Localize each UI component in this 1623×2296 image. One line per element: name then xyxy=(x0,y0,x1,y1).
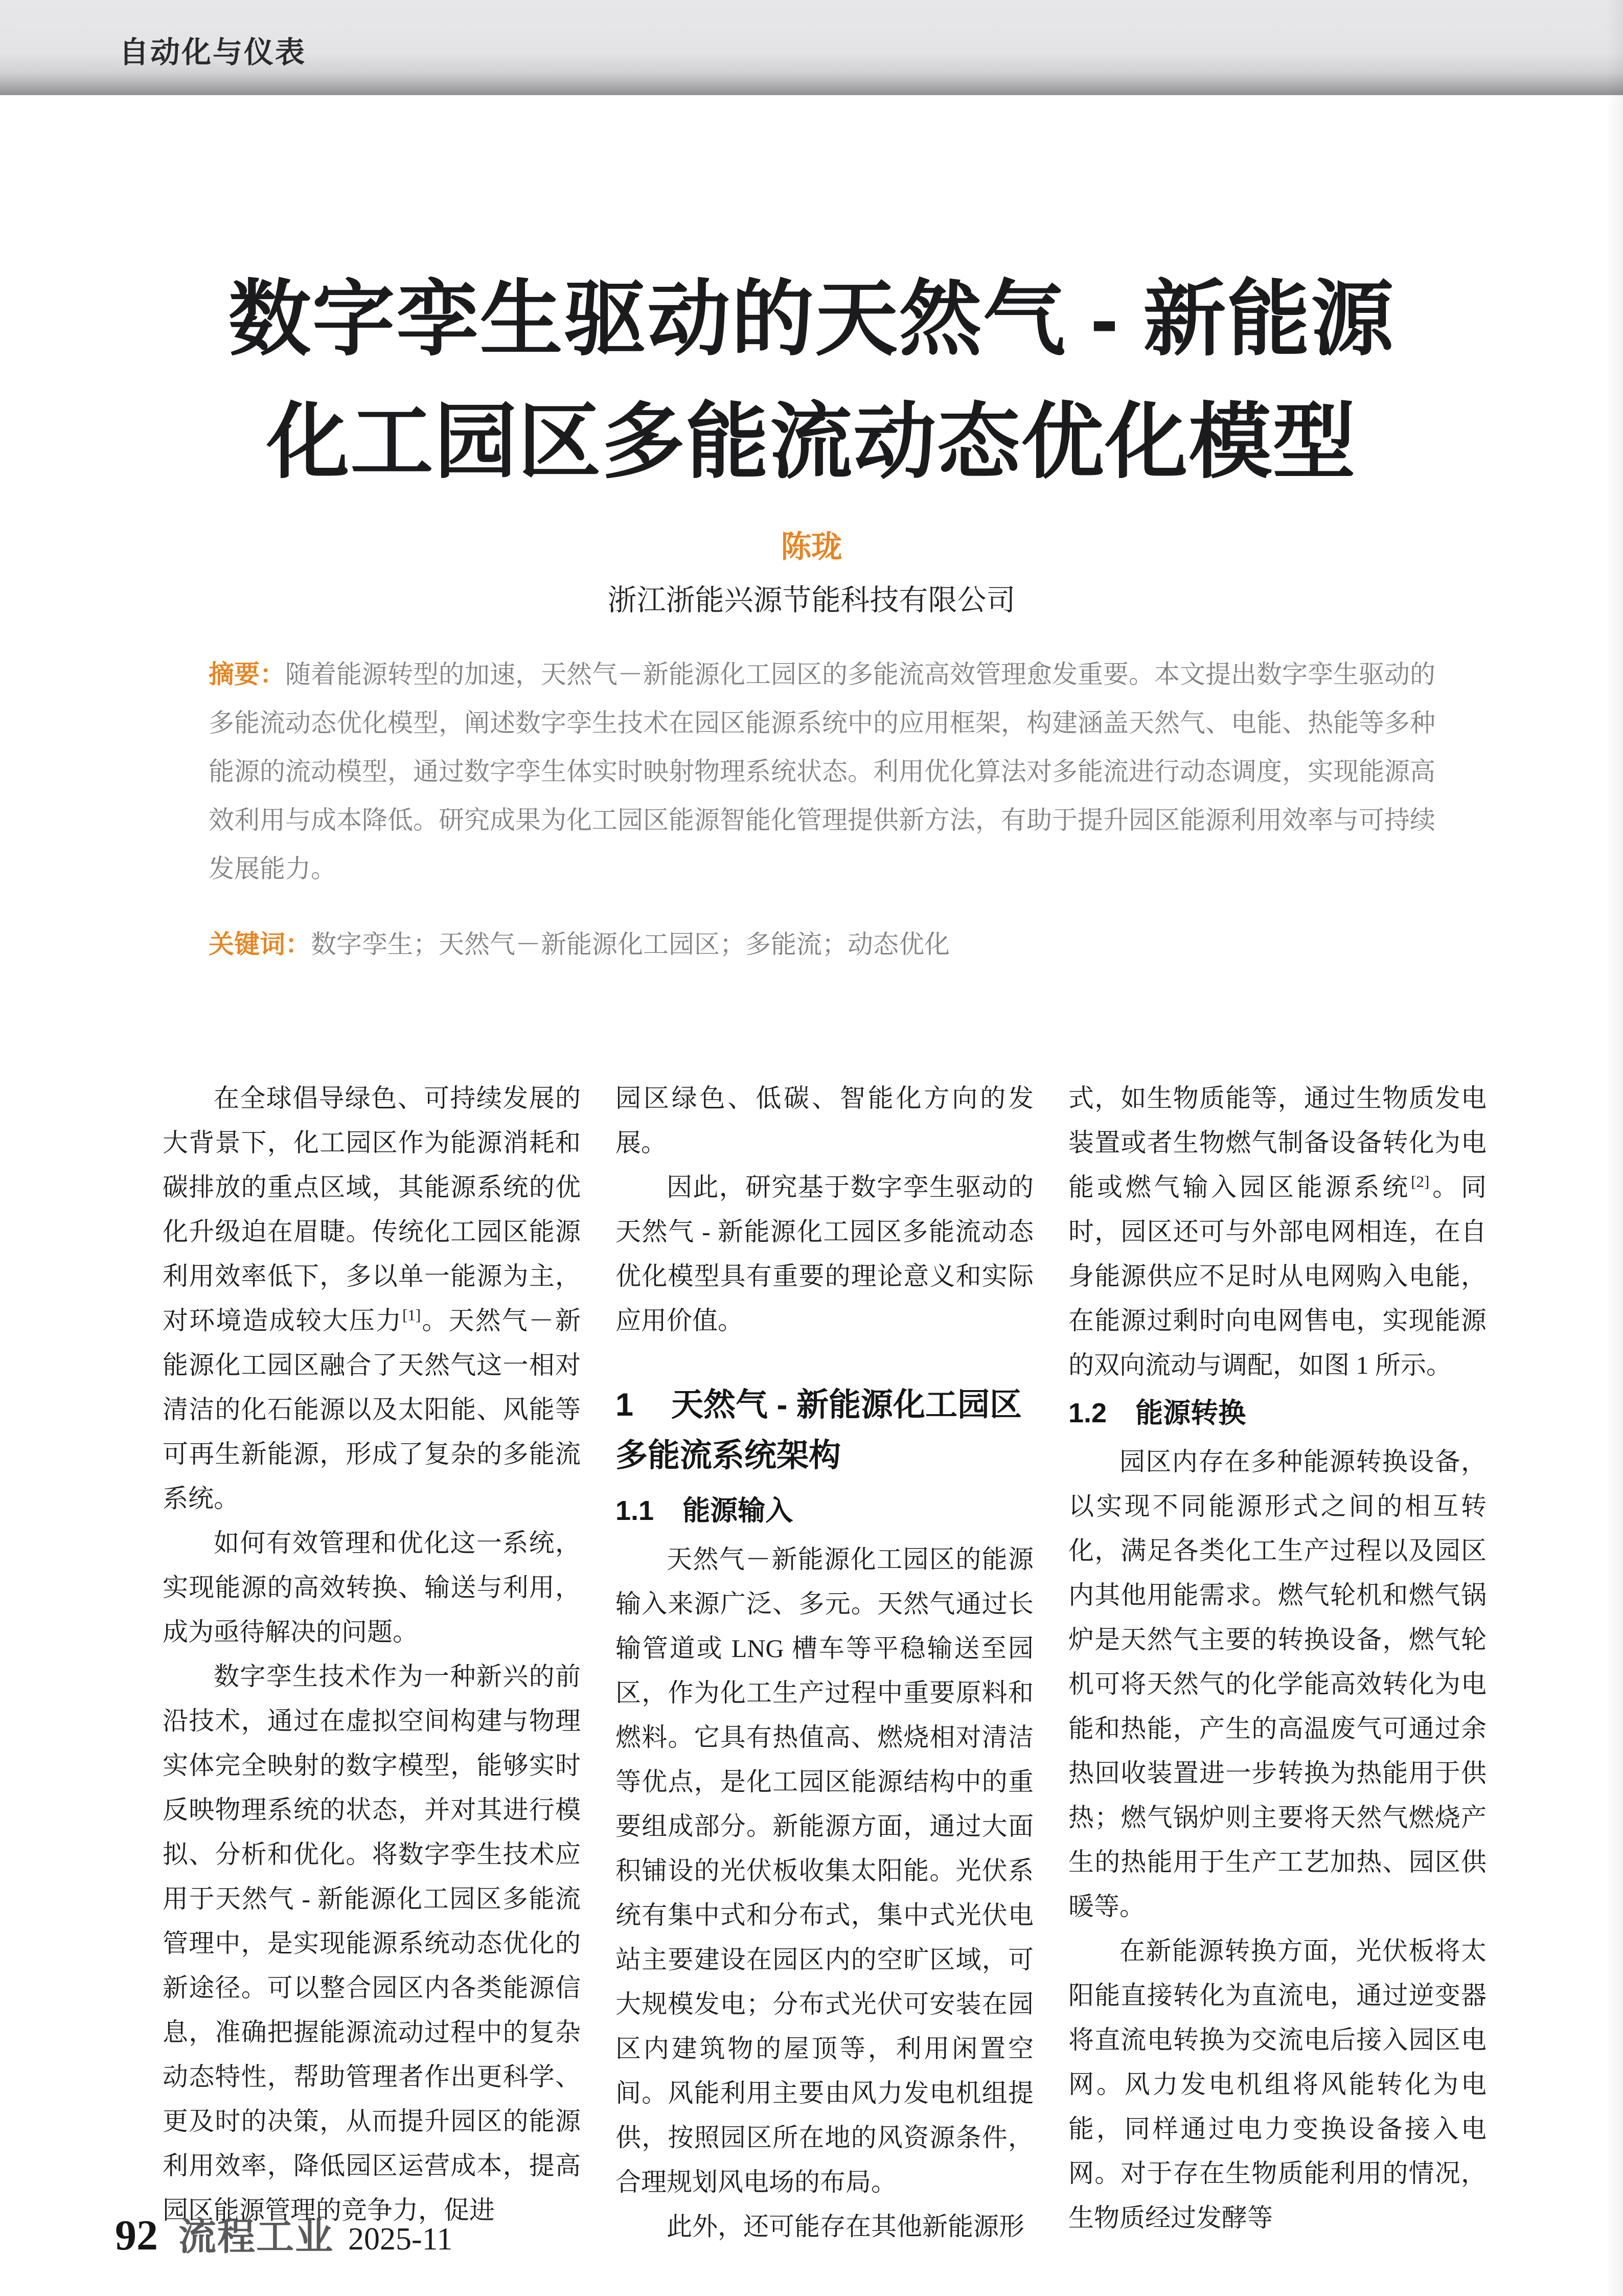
journal-header-band xyxy=(0,0,1623,95)
author-name: 陈珑 xyxy=(781,530,842,564)
page-footer xyxy=(115,2207,452,2261)
keywords-text: 数字孪生；天然气－新能源化工园区；多能流；动态优化 xyxy=(311,930,950,959)
paragraph-energy-input: 天然气－新能源化工园区的能源输入来源广泛、多元。天然气通过长输管道或 LNG 槽车等平稳输送至园区，作为化工生产过程中重要原料和燃料。它具有热值高、燃烧相对清洁等优点，是化工园区能源结构中的重要组成部分。新能源方面，通过大面积铺设的光伏板收集太阳能。光伏系统有集中式和分布式，集中式光伏电站主要建设在园区内的空旷区域，可大规模发电；分布式光伏可安装在园区内建筑物的屋顶等，利用闲置空间。风能利用主要由风力发电机组提供，按照园区所在地的风资源条件，合理规划风电场的布局。 xyxy=(615,1545,1034,2196)
article-title-line-2: 化工园区多能流动态优化模型 xyxy=(266,396,1357,488)
subsection-heading-1-2 xyxy=(1068,1390,1487,1437)
paragraph-continuation-2: 式，如生物质能等，通过生物质发电装置或者生物燃气制备设备转化为电能或燃气输入园区能源系统[2]。同时，园区还可与外部电网相连，在自身能源供应不足时从电网购入电能，在能源过剩时向电网售电，实现能源的双向流动与调配，如图 1 所示。 xyxy=(1068,1084,1487,1379)
subsection-number: 1.2 xyxy=(1068,1398,1107,1428)
section-title: 天然气 - 新能源化工园区多能流系统架构 xyxy=(615,1387,1022,1473)
abstract-text: 随着能源转型的加速，天然气－新能源化工园区的多能流高效管理愈发重要。本文提出数字孪生驱动的多能流动态优化模型，阐述数字孪生技术在园区能源系统中的应用框架，构建涵盖天然气、电能、热能等多种能源的流动模型，通过数字孪生体实时映射物理系统状态。利用优化算法对多能流进行动态调度，实现能源高效利用与成本降低。研究成果为化工园区能源智能化管理提供新方法，有助于提升园区能源利用效率与可持续发展能力。 xyxy=(209,660,1435,883)
article-title-line-1: 数字孪生驱动的天然气 - 新能源 xyxy=(228,273,1395,366)
reference-marker-2: [2] xyxy=(1411,1172,1430,1191)
paragraph-energy-conversion: 园区内存在多种能源转换设备，以实现不同能源形式之间的相互转化，满足各类化工生产过程以及园区内其他用能需求。燃气轮机和燃气锅炉是天然气主要的转换设备，燃气轮机可将天然气的化学能高效转化为电能和热能，产生的高温废气可通过余热回收装置进一步转换为热能用于供热；燃气锅炉则主要将天然气燃烧产生的热能用于生产工艺加热、园区供暖等。 xyxy=(1068,1447,1487,1921)
reference-marker-1: [1] xyxy=(402,1306,421,1324)
subsection-title: 能源转换 xyxy=(1135,1398,1246,1428)
section-heading-1 xyxy=(615,1380,1034,1481)
body-column-2 xyxy=(615,1076,1034,2249)
keywords-label: 关键词： xyxy=(209,930,311,959)
journal-header-name: 自动化与仪表 xyxy=(119,36,307,69)
abstract-block xyxy=(209,650,1435,893)
body-columns xyxy=(163,1076,1487,2249)
paragraph-intro-3: 数字孪生技术作为一种新兴的前沿技术，通过在虚拟空间构建与物理实体完全映射的数字模型，能够实时反映物理系统的状态，并对其进行模拟、分析和优化。将数字孪生技术应用于天然气 - 新能源化工园区多能流管理中，是实现能源系统动态优化的新途径。可以整合园区内各类能源信息，准确把握能源流动过程中的复杂动态特性，帮助管理者作出更科学、更及时的决策，从而提升园区的能源利用效率，降低园区运营成本，提高园区能源管理的竞争力，促进 xyxy=(163,1662,581,2224)
subsection-heading-1-1 xyxy=(615,1487,1034,1534)
paragraph-continuation: 园区绿色、低碳、智能化方向的发展。 xyxy=(615,1084,1034,1157)
body-column-3 xyxy=(1068,1076,1487,2240)
section-number: 1 xyxy=(615,1387,634,1423)
article-title xyxy=(0,258,1623,504)
paragraph-new-energy-conversion: 在新能源转换方面，光伏板将太阳能直接转化为直流电，通过逆变器将直流电转换为交流电后接入园区电网。风力发电机组将风能转化为电能，同样通过电力变换设备接入电网。对于存在生物质能利用的情况，生物质经过发酵等 xyxy=(1068,1937,1487,2232)
subsection-number: 1.1 xyxy=(615,1495,654,1526)
keywords-block xyxy=(209,920,1435,969)
paragraph-other-energy: 此外，还可能存在其他新能源形 xyxy=(667,2212,1024,2241)
paragraph-intro-1: 在全球倡导绿色、可持续发展的大背景下，化工园区作为能源消耗和碳排放的重点区域，其能源系统的优化升级迫在眉睫。传统化工园区能源利用效率低下，多以单一能源为主，对环境造成较大压力[1]。天然气－新能源化工园区融合了天然气这一相对清洁的化石能源以及太阳能、风能等可再生新能源，形成了复杂的多能流系统。 xyxy=(163,1084,581,1513)
paragraph-intro-2: 如何有效管理和优化这一系统，实现能源的高效转换、输送与利用，成为亟待解决的问题。 xyxy=(163,1529,581,1646)
abstract-label: 摘要： xyxy=(209,660,285,689)
paragraph-intro-4: 因此，研究基于数字孪生驱动的天然气 - 新能源化工园区多能流动态优化模型具有重要的理论意义和实际应用价值。 xyxy=(615,1173,1034,1335)
author-affiliation: 浙江浙能兴源节能科技有限公司 xyxy=(607,584,1016,617)
footer-issue: 2025-11 xyxy=(348,2222,453,2257)
footer-journal-name: 流程工业 xyxy=(178,2216,334,2258)
subsection-title: 能源输入 xyxy=(682,1495,793,1526)
page-number: 92 xyxy=(115,2212,158,2259)
body-column-1 xyxy=(163,1076,581,2233)
